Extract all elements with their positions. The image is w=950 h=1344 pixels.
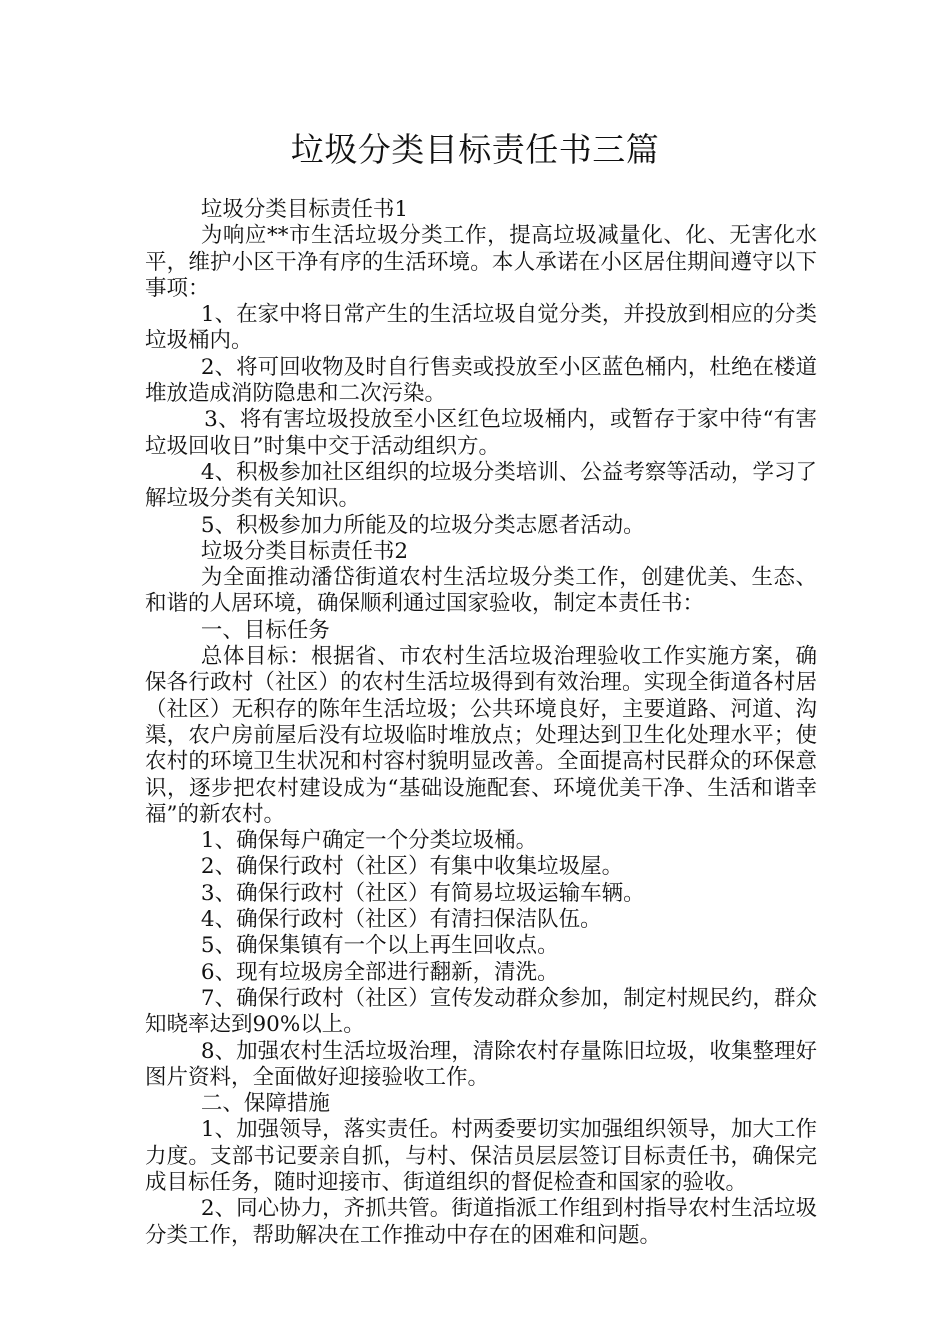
intro-paragraph-1: 为响应**市生活垃圾分类工作，提高垃圾减量化、化、无害化水平，维护小区干净有序的生活环境。本人承诺在小区居住期间遵守以下事项：	[145, 223, 817, 301]
goal-item-8: 8、加强农村生活垃圾治理，清除农村存量陈旧垃圾，收集整理好图片资料，全面做好迎接验收工作。	[145, 1038, 817, 1090]
pledge-item-1: 1、在家中将日常产生的生活垃圾自觉分类，并投放到相应的分类垃圾桶内。	[145, 302, 817, 354]
goal-item-3: 3、确保行政村（社区）有简易垃圾运输车辆。	[200, 880, 645, 906]
subheading-goals: 一、目标任务	[200, 617, 330, 643]
intro-paragraph-2: 为全面推动潘岱街道农村生活垃圾分类工作，创建优美、生态、和谐的人居环境，确保顺利通过国家验收，制定本责任书：	[145, 565, 817, 617]
document-title: 垃圾分类目标责任书三篇	[290, 130, 660, 169]
section-heading-2: 垃圾分类目标责任书2	[200, 538, 409, 564]
overall-goal-paragraph: 总体目标：根据省、市农村生活垃圾治理验收工作实施方案，确保各行政村（社区）的农村生活垃圾得到有效治理。实现全街道各村居（社区）无积存的陈年生活垃圾；公共环境良好，主要道路、河道、沟渠，农户房前屋后没有垃圾临时堆放点；处理达到卫生化处理水平；使农村的环境卫生状况和村容村貌明显改善。全面提高村民群众的环保意识，逐步把农村建设成为“基础设施配套、环境优美干净、生活和谐幸福”的新农村。	[145, 644, 817, 827]
goal-item-6: 6、现有垃圾房全部进行翻新，清洗。	[200, 959, 559, 985]
pledge-item-4: 4、积极参加社区组织的垃圾分类培训、公益考察等活动，学习了解垃圾分类有关知识。	[145, 459, 817, 512]
pledge-item-2: 2、将可回收物及时自行售卖或投放至小区蓝色桶内，杜绝在楼道堆放造成消防隐患和二次污染。	[145, 354, 817, 407]
measure-item-1: 1、加强领导，落实责任。村两委要切实加强组织领导，加大工作力度。支部书记要亲自抓，与村、保洁员层层签订目标责任书，确保完成目标任务，随时迎接市、街道组织的督促检查和国家的验收。	[145, 1117, 817, 1195]
measure-item-2: 2、同心协力，齐抓共管。街道指派工作组到村指导农村生活垃圾分类工作，帮助解决在工作推动中存在的困难和问题。	[145, 1196, 817, 1248]
pledge-item-3: 3、将有害垃圾投放至小区红色垃圾桶内，或暂存于家中待“有害垃圾回收日”时集中交于活动组织方。	[145, 407, 817, 459]
document-body	[145, 197, 817, 1249]
goal-item-1: 1、确保每户确定一个分类垃圾桶。	[200, 828, 538, 854]
pledge-item-5: 5、积极参加力所能及的垃圾分类志愿者活动。	[200, 512, 645, 538]
goal-item-5: 5、确保集镇有一个以上再生回收点。	[200, 933, 559, 959]
subheading-measures: 二、保障措施	[200, 1091, 330, 1117]
goal-item-2: 2、确保行政村（社区）有集中收集垃圾屋。	[200, 854, 624, 880]
goal-item-4: 4、确保行政村（社区）有清扫保洁队伍。	[200, 907, 602, 933]
goal-item-7: 7、确保行政村（社区）宣传发动群众参加，制定村规民约，群众知晓率达到90%以上。	[145, 985, 817, 1038]
section-heading-1: 垃圾分类目标责任书1	[200, 197, 409, 222]
